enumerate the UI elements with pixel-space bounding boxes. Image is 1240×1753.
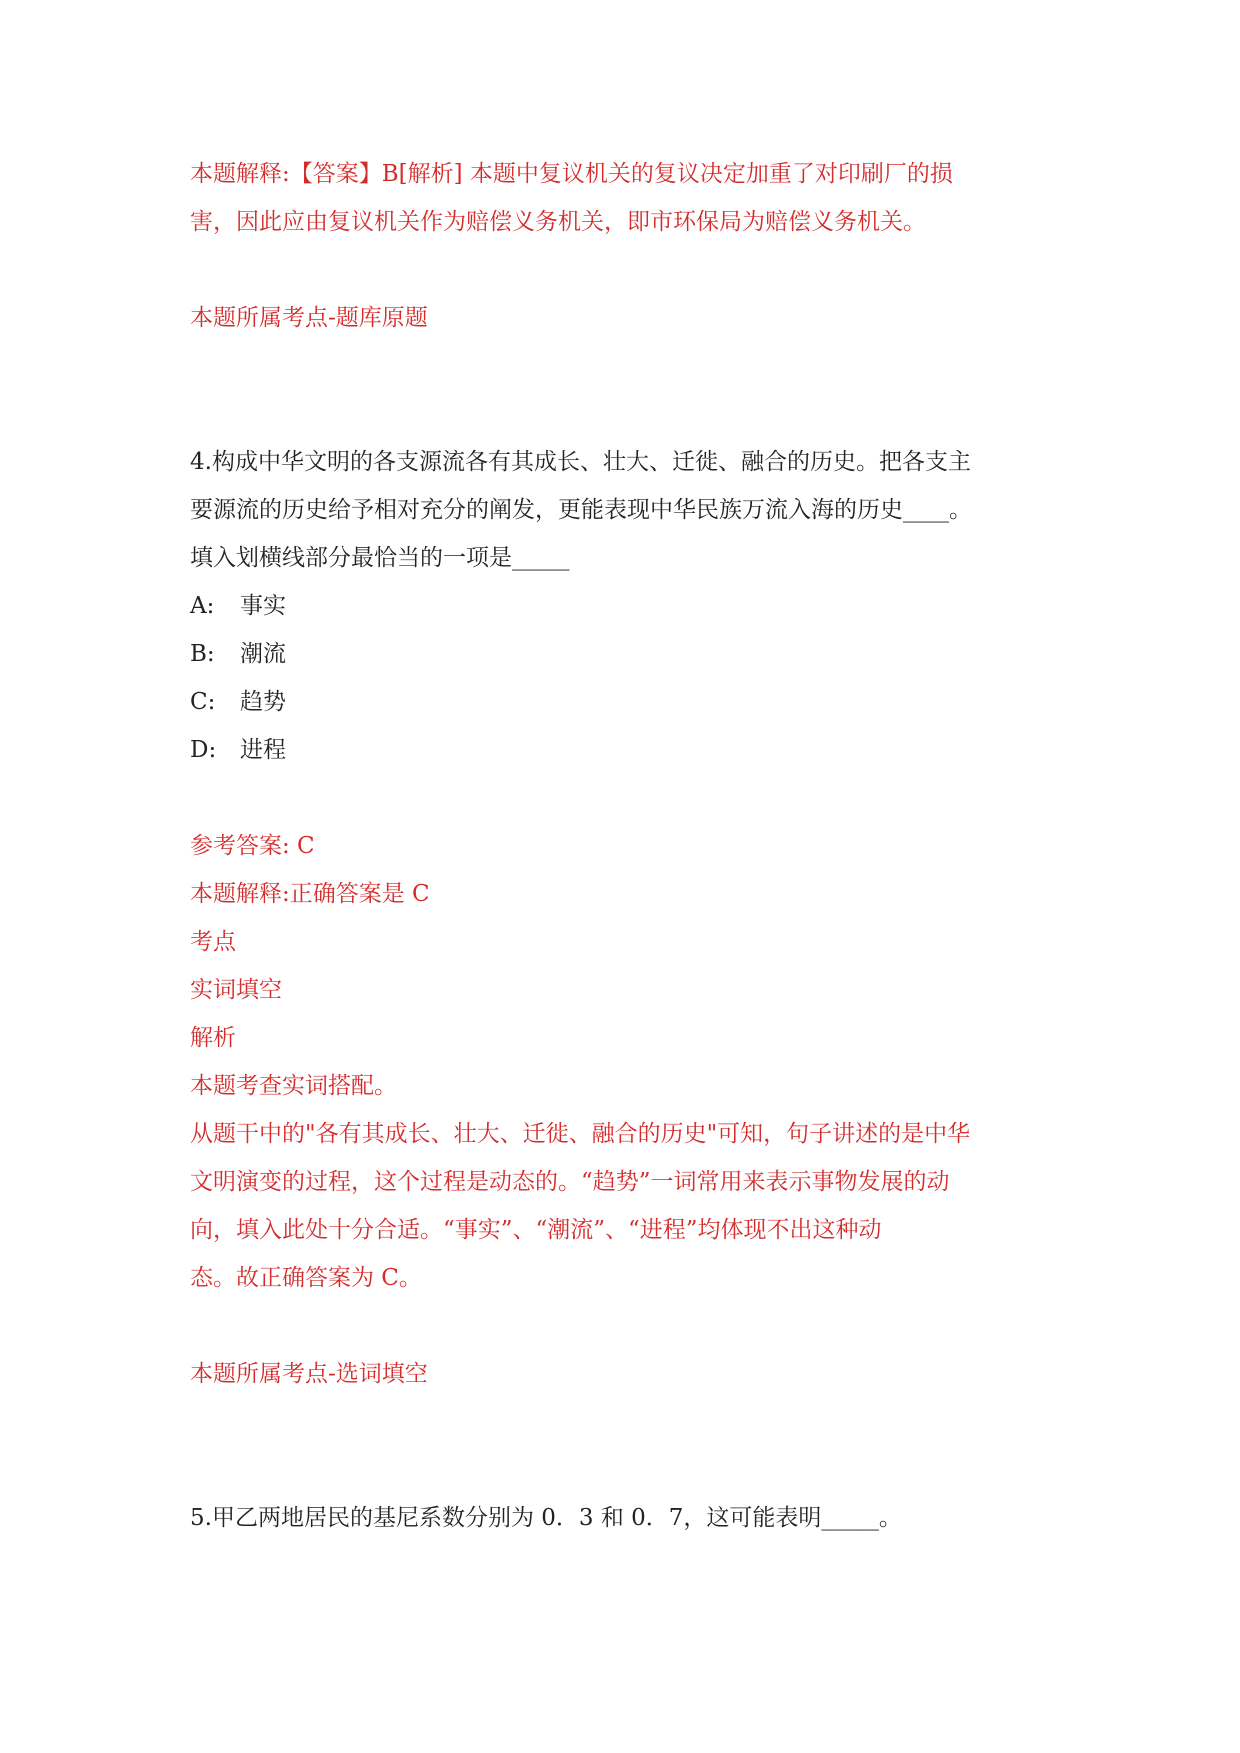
option-text: 趋势: [240, 689, 286, 715]
question-stem-line: 填入划横线部分最恰当的一项是_____: [190, 545, 570, 571]
explanation-line: 向，填入此处十分合适。“事实”、“潮流”、“进程”均体现不出这种动: [190, 1217, 882, 1243]
option-letter: C:: [190, 689, 216, 715]
explanation-line: 考点: [190, 929, 236, 955]
option-text: 事实: [240, 593, 286, 619]
explanation-line: 实词填空: [190, 977, 282, 1003]
explanation-line: 解析: [190, 1025, 236, 1051]
option-a: [190, 582, 286, 631]
explanation-line: 本题考查实词搭配。: [190, 1073, 397, 1099]
option-letter: A:: [190, 593, 215, 619]
topic-label: 本题所属考点-题库原题: [190, 305, 428, 331]
explanation-line: 文明演变的过程，这个过程是动态的。“趋势”一词常用来表示事物发展的动: [190, 1169, 950, 1195]
topic-label: 本题所属考点-选词填空: [190, 1361, 428, 1387]
option-letter: B:: [190, 641, 215, 667]
option-c: [190, 678, 286, 727]
question-stem-line: 4.构成中华文明的各支源流各有其成长、壮大、迁徙、融合的历史。把各支主: [190, 449, 971, 475]
explanation-line: 从题干中的"各有其成长、壮大、迁徙、融合的历史"可知，句子讲述的是中华: [190, 1121, 971, 1147]
explanation-line: 态。故正确答案为 C。: [190, 1265, 422, 1291]
option-text: 潮流: [240, 641, 286, 667]
option-b: [190, 630, 286, 679]
answer-label: 参考答案: C: [190, 833, 315, 859]
explanation-line: 本题解释:【答案】B[解析] 本题中复议机关的复议决定加重了对印刷厂的损: [190, 161, 953, 187]
option-text: 进程: [240, 737, 286, 763]
explanation-line: 本题解释:正确答案是 C: [190, 881, 430, 907]
question-stem-line: 要源流的历史给予相对充分的阐发，更能表现中华民族万流入海的历史____。: [190, 497, 972, 523]
option-letter: D:: [190, 737, 217, 763]
question-stem-line: 5.甲乙两地居民的基尼系数分别为 0．3 和 0．7，这可能表明_____。: [190, 1505, 902, 1531]
option-d: [190, 726, 286, 775]
explanation-line: 害，因此应由复议机关作为赔偿义务机关，即市环保局为赔偿义务机关。: [190, 209, 926, 235]
